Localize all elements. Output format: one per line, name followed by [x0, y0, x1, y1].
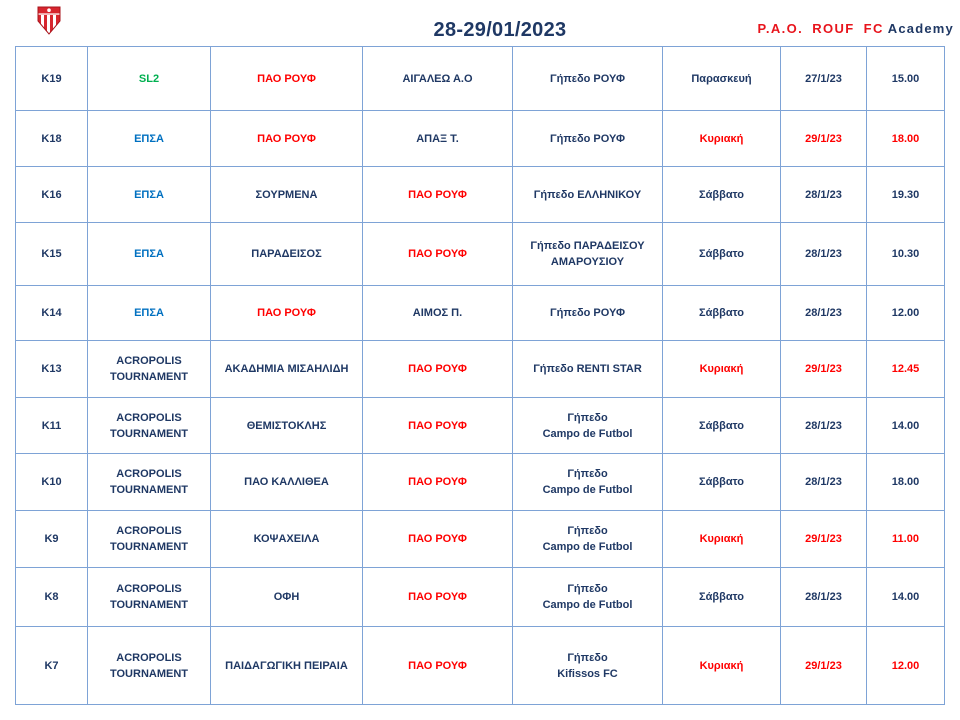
date-cell: 28/1/23 — [781, 454, 867, 511]
venue-cell: Γήπεδο ΡΟΥΦ — [513, 47, 663, 111]
home-team-cell: ΠΑΟ ΡΟΥΦ — [211, 47, 363, 111]
fixture-row — [16, 111, 945, 167]
club-crest-logo — [33, 4, 65, 36]
category-cell: K8 — [16, 568, 88, 627]
venue-cell: Γήπεδο ΠΑΡΑΔΕΙΣΟΥ ΑΜΑΡΟΥΣΙΟΥ — [513, 223, 663, 286]
brand-club-name: P.A.O. ROUF FC — [757, 21, 884, 36]
league-cell: ACROPOLIS TOURNAMENT — [88, 341, 211, 398]
venue-cell: Γήπεδο ΡΟΥΦ — [513, 286, 663, 341]
category-cell: K11 — [16, 398, 88, 454]
category-cell: K13 — [16, 341, 88, 398]
league-cell: ΕΠΣΑ — [88, 167, 211, 223]
league-cell: ACROPOLIS TOURNAMENT — [88, 627, 211, 705]
venue-cell: Γήπεδο ΕΛΛΗΝΙΚΟΥ — [513, 167, 663, 223]
away-team-cell: ΠΑΟ ΡΟΥΦ — [363, 398, 513, 454]
away-team-cell: ΠΑΟ ΡΟΥΦ — [363, 454, 513, 511]
home-team-cell: ΠΑΙΔΑΓΩΓΙΚΗ ΠΕΙΡΑΙΑ — [211, 627, 363, 705]
home-team-cell: ΠΑΡΑΔΕΙΣΟΣ — [211, 223, 363, 286]
venue-cell: Γήπεδο ΡΟΥΦ — [513, 111, 663, 167]
league-cell: ACROPOLIS TOURNAMENT — [88, 454, 211, 511]
fixture-row — [16, 627, 945, 705]
time-cell: 11.00 — [867, 511, 945, 568]
league-cell: ΕΠΣΑ — [88, 286, 211, 341]
time-cell: 12.00 — [867, 627, 945, 705]
date-cell: 28/1/23 — [781, 398, 867, 454]
date-cell: 28/1/23 — [781, 223, 867, 286]
home-team-cell: ΘΕΜΙΣΤΟΚΛΗΣ — [211, 398, 363, 454]
fixture-row — [16, 398, 945, 454]
venue-cell: Γήπεδο Campo de Futbol — [513, 568, 663, 627]
date-cell: 29/1/23 — [781, 511, 867, 568]
date-cell: 29/1/23 — [781, 627, 867, 705]
day-cell: Κυριακή — [663, 511, 781, 568]
home-team-cell: ΚΟΨΑΧΕΙΛΑ — [211, 511, 363, 568]
day-cell: Σάββατο — [663, 286, 781, 341]
day-cell: Κυριακή — [663, 627, 781, 705]
fixture-row — [16, 341, 945, 398]
away-team-cell: ΠΑΟ ΡΟΥΦ — [363, 167, 513, 223]
league-cell: ΕΠΣΑ — [88, 223, 211, 286]
away-team-cell: ΠΑΟ ΡΟΥΦ — [363, 511, 513, 568]
time-cell: 10.30 — [867, 223, 945, 286]
club-brand — [757, 21, 954, 37]
category-cell: K9 — [16, 511, 88, 568]
away-team-cell: ΑΙΜΟΣ Π. — [363, 286, 513, 341]
time-cell: 12.00 — [867, 286, 945, 341]
league-cell: SL2 — [88, 47, 211, 111]
league-cell: ACROPOLIS TOURNAMENT — [88, 568, 211, 627]
fixture-row — [16, 167, 945, 223]
away-team-cell: ΑΙΓΑΛΕΩ Α.Ο — [363, 47, 513, 111]
time-cell: 14.00 — [867, 568, 945, 627]
date-cell: 27/1/23 — [781, 47, 867, 111]
day-cell: Κυριακή — [663, 111, 781, 167]
fixture-row — [16, 223, 945, 286]
away-team-cell: ΑΠΑΞ Τ. — [363, 111, 513, 167]
date-cell: 28/1/23 — [781, 167, 867, 223]
fixture-row — [16, 568, 945, 627]
venue-cell: Γήπεδο Campo de Futbol — [513, 398, 663, 454]
fixture-row — [16, 454, 945, 511]
date-cell: 28/1/23 — [781, 568, 867, 627]
day-cell: Παρασκευή — [663, 47, 781, 111]
home-team-cell: ΠΑΟ ΚΑΛΛΙΘΕΑ — [211, 454, 363, 511]
time-cell: 12.45 — [867, 341, 945, 398]
home-team-cell: ΟΦΗ — [211, 568, 363, 627]
home-team-cell: ΠΑΟ ΡΟΥΦ — [211, 286, 363, 341]
category-cell: K16 — [16, 167, 88, 223]
category-cell: K14 — [16, 286, 88, 341]
away-team-cell: ΠΑΟ ΡΟΥΦ — [363, 568, 513, 627]
venue-cell: Γήπεδο Campo de Futbol — [513, 511, 663, 568]
away-team-cell: ΠΑΟ ΡΟΥΦ — [363, 223, 513, 286]
day-cell: Σάββατο — [663, 454, 781, 511]
day-cell: Κυριακή — [663, 341, 781, 398]
date-cell: 29/1/23 — [781, 111, 867, 167]
date-cell: 29/1/23 — [781, 341, 867, 398]
venue-cell: Γήπεδο Campo de Futbol — [513, 454, 663, 511]
time-cell: 14.00 — [867, 398, 945, 454]
fixtures-table-body — [16, 47, 945, 705]
league-cell: ACROPOLIS TOURNAMENT — [88, 398, 211, 454]
fixture-row — [16, 47, 945, 111]
day-cell: Σάββατο — [663, 223, 781, 286]
category-cell: K15 — [16, 223, 88, 286]
league-cell: ACROPOLIS TOURNAMENT — [88, 511, 211, 568]
home-team-cell: ΑΚΑΔΗΜΙΑ ΜΙΣΑΗΛΙΔΗ — [211, 341, 363, 398]
venue-cell: Γήπεδο Kifissos FC — [513, 627, 663, 705]
away-team-cell: ΠΑΟ ΡΟΥΦ — [363, 341, 513, 398]
time-cell: 19.30 — [867, 167, 945, 223]
category-cell: K18 — [16, 111, 88, 167]
fixture-row — [16, 511, 945, 568]
day-cell: Σάββατο — [663, 568, 781, 627]
category-cell: K7 — [16, 627, 88, 705]
home-team-cell: ΠΑΟ ΡΟΥΦ — [211, 111, 363, 167]
fixture-row — [16, 286, 945, 341]
time-cell: 18.00 — [867, 111, 945, 167]
day-cell: Σάββατο — [663, 398, 781, 454]
fixtures-table — [15, 46, 945, 705]
category-cell: K10 — [16, 454, 88, 511]
date-cell: 28/1/23 — [781, 286, 867, 341]
time-cell: 18.00 — [867, 454, 945, 511]
venue-cell: Γήπεδο RENTI STAR — [513, 341, 663, 398]
striped-shield-icon — [33, 4, 65, 36]
category-cell: K19 — [16, 47, 88, 111]
home-team-cell: ΣΟΥΡΜΕΝΑ — [211, 167, 363, 223]
page-title: 28-29/01/2023 — [433, 19, 567, 41]
day-cell: Σάββατο — [663, 167, 781, 223]
league-cell: ΕΠΣΑ — [88, 111, 211, 167]
away-team-cell: ΠΑΟ ΡΟΥΦ — [363, 627, 513, 705]
time-cell: 15.00 — [867, 47, 945, 111]
brand-academy-label: Academy — [887, 21, 954, 36]
